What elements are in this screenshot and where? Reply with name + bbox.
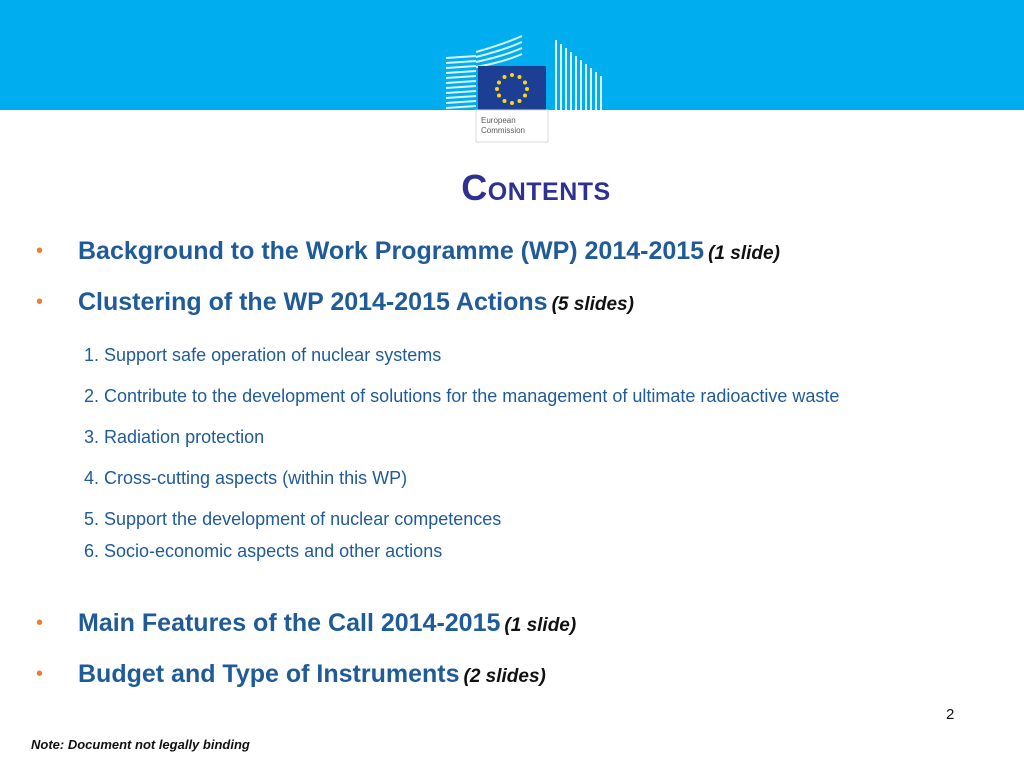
european-commission-logo — [444, 34, 606, 144]
logo-text-line1: European — [481, 116, 516, 125]
bullet-note: (5 slides) — [551, 294, 634, 315]
footer-note: Note: Document not legally binding — [31, 737, 250, 752]
ec-building-logo-icon — [444, 34, 606, 144]
logo-text-line2: Commission — [481, 126, 526, 135]
sub-item: 2. Contribute to the development of solutions for the management of ultimate radioactive waste — [84, 386, 840, 406]
bullet-text: Budget and Type of Instruments — [78, 660, 460, 688]
bullet-dot-icon: • — [36, 240, 44, 262]
bullet-dot-icon: • — [36, 663, 44, 685]
bullet-text: Main Features of the Call 2014-2015 — [78, 609, 501, 637]
sub-item: 4. Cross-cutting aspects (within this WP) — [84, 468, 408, 488]
sub-item: 3. Radiation protection — [84, 427, 265, 447]
page-title: Contents — [461, 167, 611, 208]
bullet-dot-icon: • — [36, 612, 44, 634]
bullet-dot-icon: • — [36, 291, 44, 313]
page-number: 2 — [946, 706, 955, 723]
sub-item: 6. Socio-economic aspects and other actions — [84, 541, 443, 561]
bullet-note: (2 slides) — [463, 666, 546, 687]
bullet-text: Clustering of the WP 2014-2015 Actions — [78, 288, 548, 316]
bullet-note: (1 slide) — [504, 615, 577, 636]
sub-item: 5. Support the development of nuclear competences — [84, 509, 502, 529]
bullet-note: (1 slide) — [708, 243, 780, 264]
bullet-text: Background to the Work Programme (WP) 2014-2015 — [78, 237, 705, 265]
sub-item: 1. Support safe operation of nuclear systems — [84, 345, 442, 365]
